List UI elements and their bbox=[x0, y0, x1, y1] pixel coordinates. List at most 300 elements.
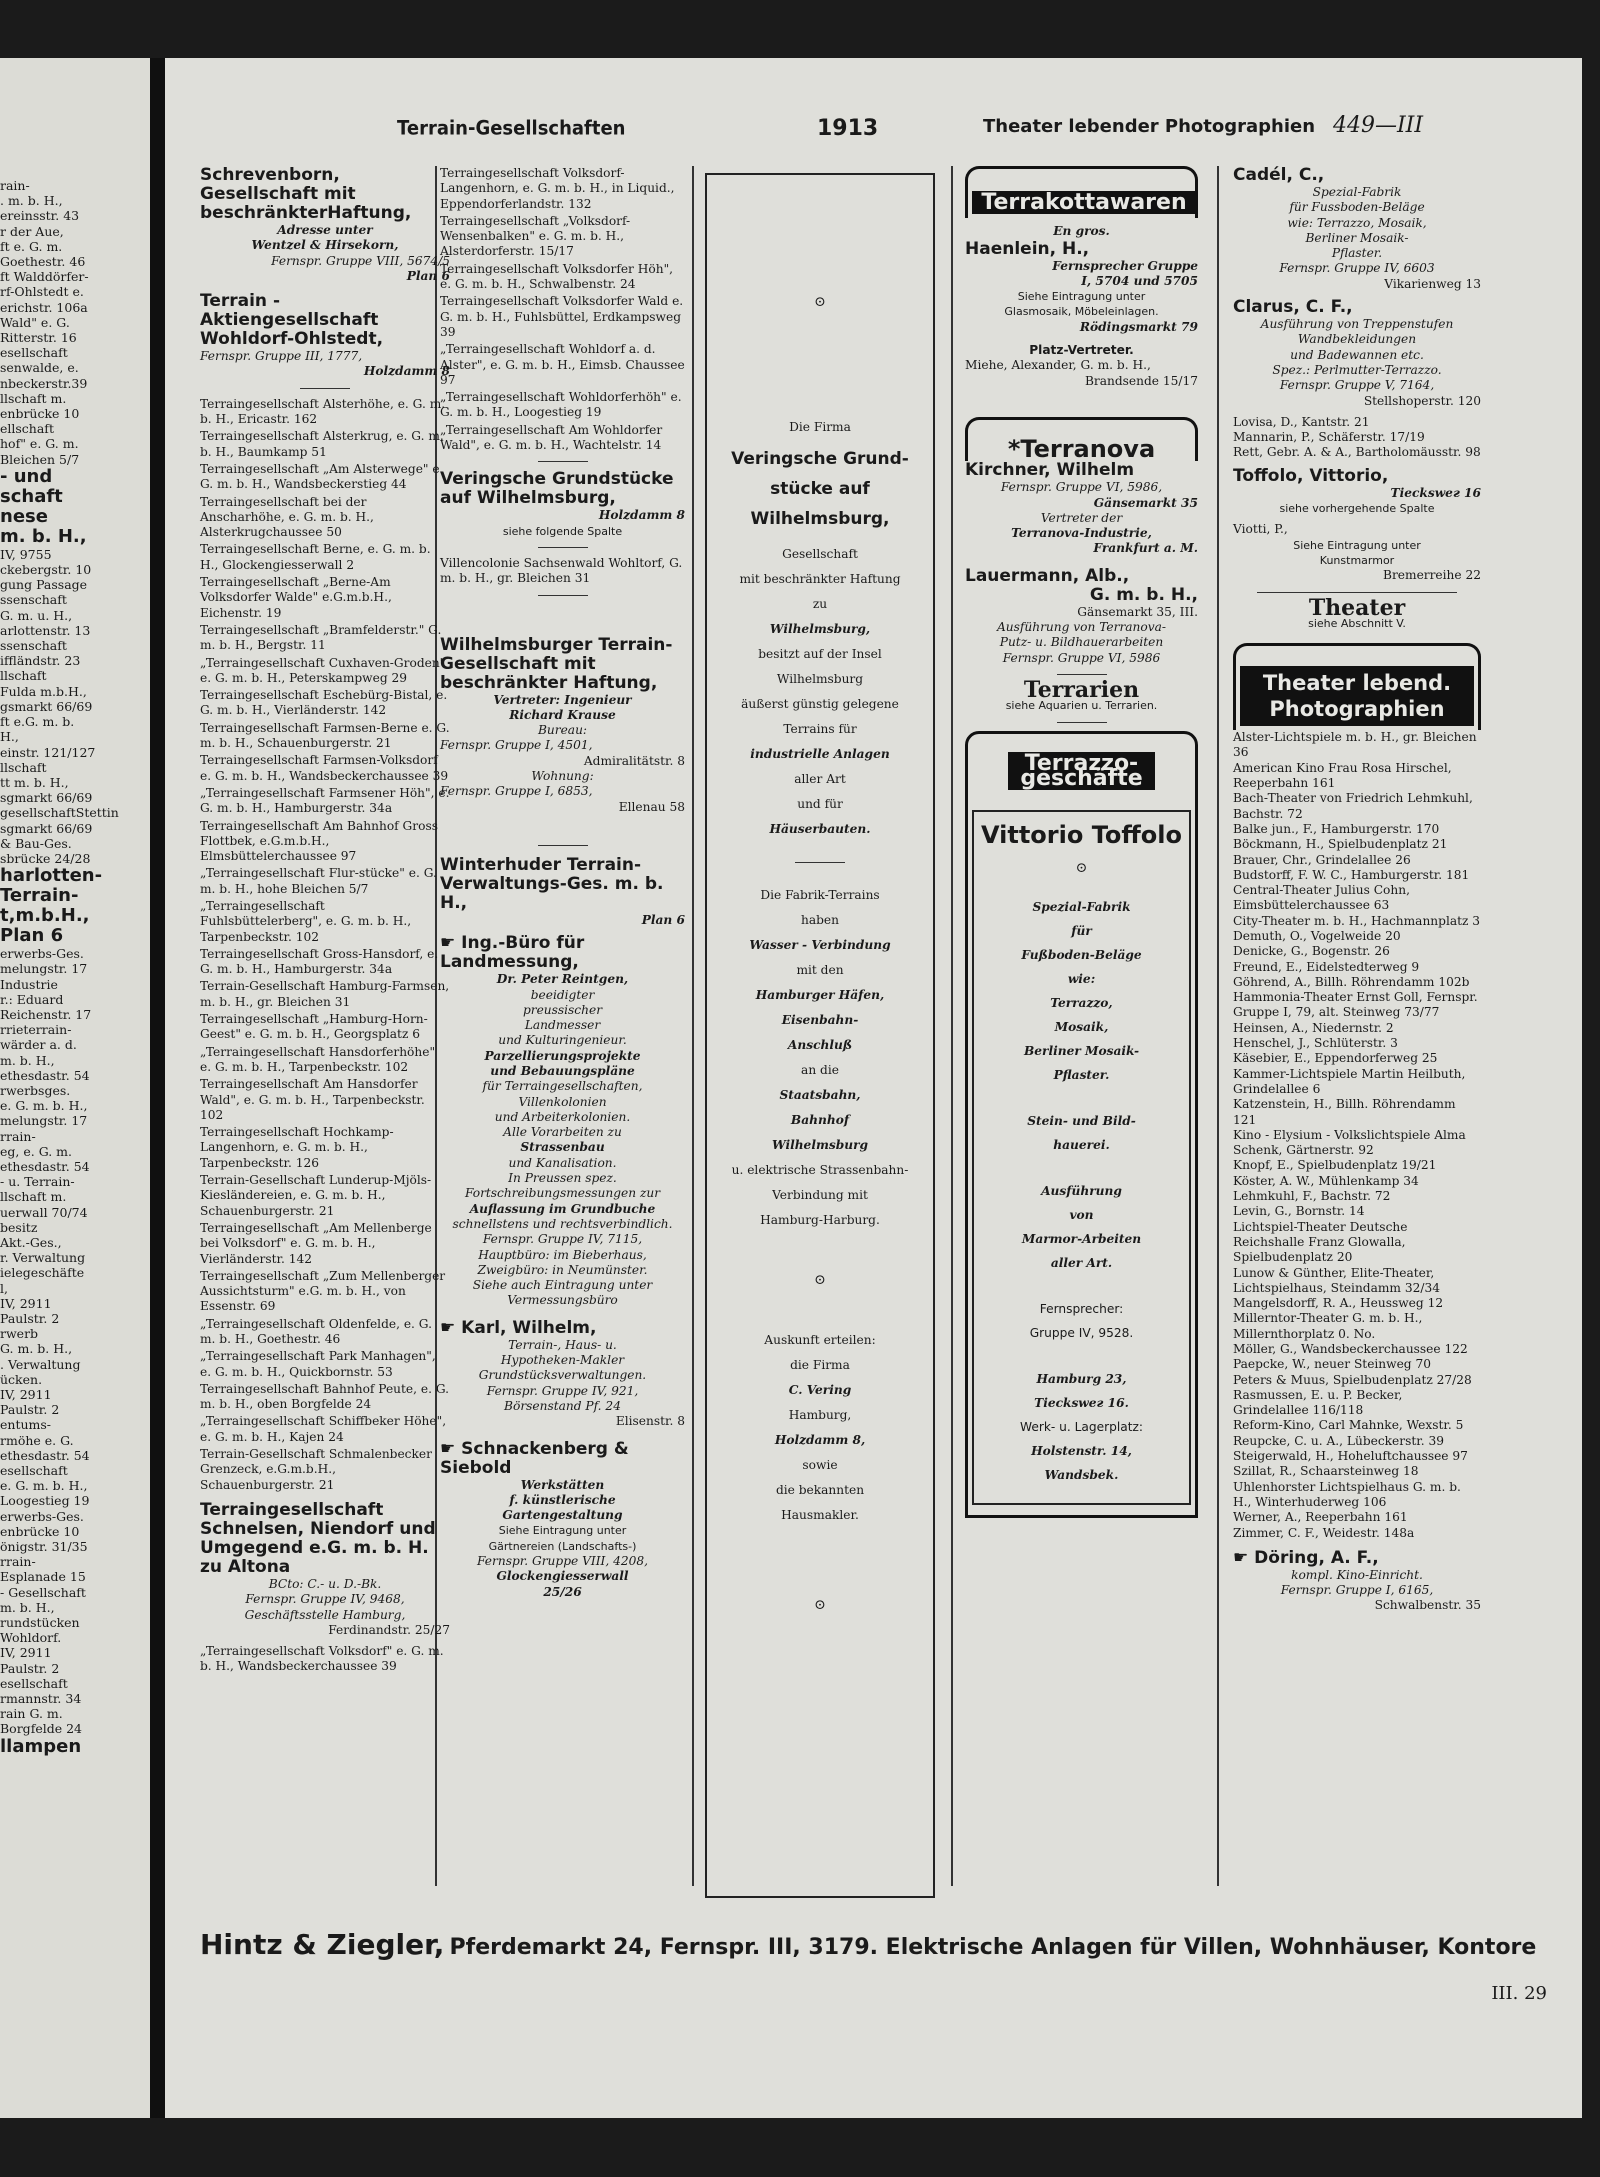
ad-line: hauerei. bbox=[1053, 1137, 1110, 1152]
list-item: Demuth, O., Vogelweide 20 bbox=[1233, 928, 1401, 943]
ad-line: Werk- u. Lagerplatz: bbox=[1019, 1419, 1144, 1434]
ad-text bbox=[707, 883, 933, 1233]
list-item: Kino - Elysium - Volkslichtspiele Alma Schenk, Gärtnerstr. 92 bbox=[1233, 1127, 1466, 1158]
ad-line: Siehe Eintragung unter bbox=[1293, 538, 1421, 552]
text-fragment: senwalde, e. bbox=[0, 360, 79, 376]
text-fragment: Paulstr. 2 bbox=[0, 1402, 60, 1418]
ad-line: Anschluß bbox=[787, 1037, 853, 1052]
ad-line: Grundstücksverwaltungen. bbox=[478, 1368, 647, 1383]
column-rule bbox=[951, 166, 953, 1886]
ad-line: C. Vering bbox=[788, 1382, 852, 1397]
text-fragment: Bleichen 5/7 bbox=[0, 451, 80, 467]
text-fragment: llampen bbox=[0, 1736, 82, 1757]
list-item: Mannarin, P., Schäferstr. 17/19 bbox=[1233, 430, 1425, 445]
text-fragment: llschaft m. bbox=[0, 390, 67, 406]
ad-line: Fernsprecher Gruppe bbox=[1052, 258, 1198, 273]
list-item: Denicke, G., Bogenstr. 26 bbox=[1233, 944, 1390, 959]
pointing-hand-icon: ☛ bbox=[440, 933, 456, 954]
text-fragment: ft e.G. m. b. bbox=[0, 714, 75, 730]
header-section: Terrain-Gesellschaften bbox=[397, 116, 626, 141]
list-item: Knopf, E., Spielbudenplatz 19/21 bbox=[1233, 1158, 1437, 1173]
list-item: Köster, A. W., Mühlenkamp 34 bbox=[1233, 1173, 1419, 1188]
text-fragment: - und bbox=[0, 466, 53, 487]
list-item: „Terraingesellschaft Park Manhagen", e. G. m. b. H., Quickbornstr. 53 bbox=[200, 1349, 436, 1379]
list-item: Alster-Lichtspiele m. b. H., gr. Bleichen 36 bbox=[1233, 730, 1477, 760]
toffolo-ad-box bbox=[972, 810, 1191, 1505]
left-page-fragment bbox=[0, 58, 150, 2118]
text-fragment: Plan 6 bbox=[0, 926, 64, 947]
ad-line: In Preussen spez. bbox=[508, 1171, 617, 1186]
text-fragment: llschaft bbox=[0, 759, 47, 775]
ad-line: Hypotheken-Makler bbox=[500, 1353, 625, 1368]
ad-line: Fernspr. Gruppe IV, 921, bbox=[486, 1383, 639, 1398]
text-fragment: ethesdastr. 54 bbox=[0, 1158, 90, 1174]
text-fragment: ellschaft bbox=[0, 421, 54, 437]
list-item: Terraingesellschaft Farmsen-Volksdorf e. G. m. b. H., Wandsbeckerchaussee 39 bbox=[200, 753, 449, 783]
header-year: 1913 bbox=[817, 116, 879, 141]
list-item: Terraingesellschaft Am Hansdorfer Wald", e. G. m. b. H., Tarpenbeckstr. 102 bbox=[200, 1077, 425, 1122]
list-item: Terrain-Gesellschaft Lunderup-Mjöls-Kiesländereien, e. G. m. b. H., Schauenburgerstr. 21 bbox=[200, 1173, 432, 1218]
column-rule bbox=[692, 166, 694, 1886]
text-fragment: Paulstr. 2 bbox=[0, 1311, 60, 1326]
ad-line: Gartengestaltung bbox=[502, 1508, 623, 1523]
text-fragment: Goethestr. 46 bbox=[0, 254, 86, 270]
ad-line: kompl. Kino-Einricht. bbox=[1291, 1567, 1423, 1582]
ad-line: I, 5704 und 5705 bbox=[1081, 273, 1198, 288]
ad-line: Strassenbau bbox=[520, 1140, 605, 1155]
ad-line: und Bebauungspläne bbox=[490, 1063, 635, 1078]
ad-phone: Fernspr. Gruppe VIII, 5674/5 bbox=[271, 253, 450, 268]
ad-line: Fernspr. Gruppe I, 6853, bbox=[440, 784, 593, 799]
entry-list bbox=[440, 166, 685, 453]
separator bbox=[795, 862, 845, 863]
ad-line: Stellshoperstr. 120 bbox=[1363, 393, 1481, 408]
text-fragment: Ritterstr. 16 bbox=[0, 330, 77, 346]
column-5 bbox=[1233, 166, 1481, 1614]
list-item: Reform-Kino, Carl Mahnke, Wexstr. 5 bbox=[1233, 1418, 1464, 1433]
text-fragment: ft e. G. m. bbox=[0, 238, 63, 254]
text-fragment: melungstr. 17 bbox=[0, 1113, 88, 1129]
ad-line: Ferdinandstr. 25/27 bbox=[328, 1622, 450, 1637]
text-fragment: Wohldorf. bbox=[0, 1630, 62, 1646]
text-fragment: Wald" e. G. bbox=[0, 314, 70, 330]
ad-line: Hauptbüro: im Bieberhaus, bbox=[478, 1247, 647, 1262]
text-fragment: llschaft m. bbox=[0, 1189, 67, 1205]
ad-line: Holstenstr. 14, bbox=[1031, 1443, 1132, 1458]
ad-line: Stein- und Bild- bbox=[1027, 1113, 1136, 1128]
list-item: Freund, E., Eidelstedterweg 9 bbox=[1233, 959, 1420, 974]
ad-line: u. elektrische Strassenbahn- bbox=[731, 1162, 909, 1177]
ad-line: Pflaster. bbox=[1053, 1067, 1110, 1082]
text-fragment: ücken. bbox=[0, 1371, 43, 1387]
circle-ornament-icon: ⊙ bbox=[814, 1271, 826, 1288]
ad-line: Terrain-, Haus- u. bbox=[508, 1337, 617, 1352]
column-1 bbox=[200, 166, 450, 1675]
ad-line: die bekannten bbox=[775, 1482, 865, 1497]
pointing-hand-icon: ☛ bbox=[440, 1317, 456, 1338]
list-item: Terraingesellschaft bei der Anscharhöhe, e. G. m. b. H., Alsterkrugchaussee 50 bbox=[200, 494, 374, 540]
ad-line: Tieckswег 16. bbox=[1034, 1395, 1129, 1410]
ad-line: 25/26 bbox=[543, 1584, 582, 1599]
doring-name: Döring, A. F., bbox=[1254, 1547, 1379, 1568]
terrarien-heading: Terrarien bbox=[1023, 676, 1140, 703]
list-item: „Terraingesellschaft Flur-stücke" e. G. m. b. H., hohe Bleichen 5/7 bbox=[200, 866, 437, 896]
text-fragment: ckebergstr. 10 bbox=[0, 562, 92, 578]
list-item: Terrain-Gesellschaft Schmalenbecker Grenzeck, e.G.m.b.H., Schauenburgerstr. 21 bbox=[200, 1447, 432, 1492]
list-item: Miehe, Alexander, G. m. b. H., bbox=[965, 358, 1151, 373]
text-fragment: e. G. m. b. H., bbox=[0, 1098, 88, 1114]
ad-line: Hamburg 23, bbox=[1036, 1371, 1127, 1386]
ad-line: industrielle Anlagen bbox=[750, 746, 890, 761]
list-item: Werner, A., Reeperbahn 161 bbox=[1233, 1510, 1408, 1525]
text-fragment: ielegeschäfte bbox=[0, 1265, 85, 1281]
text-fragment: rrain- bbox=[0, 1128, 36, 1144]
ad-line: Adresse unter bbox=[277, 223, 373, 237]
text-fragment: ethesdastr. 54 bbox=[0, 1447, 90, 1463]
list-item: Terraingesellschaft Hochkamp-Langenhorn, e. G. m. b. H., Tarpenbeckstr. 126 bbox=[200, 1125, 394, 1170]
list-item: Steigerwald, H., Hoheluftchaussee 97 bbox=[1233, 1449, 1468, 1464]
ad-line: Landmesser bbox=[524, 1018, 601, 1033]
ad-line: Vertreter der bbox=[1040, 510, 1123, 525]
ad-line: siehe vorhergehende Spalte bbox=[1279, 502, 1435, 516]
ad-plan: Plan 6 bbox=[641, 912, 685, 927]
header-title: Theater lebender Photographien bbox=[983, 116, 1316, 137]
list-item: American Kino Frau Rosa Hirschel, Reeperbahn 161 bbox=[1233, 760, 1452, 791]
text-fragment: Reichenstr. 17 bbox=[0, 1006, 92, 1022]
schnackenberg-name: Schnackenberg & Siebold bbox=[440, 1438, 629, 1478]
list-item: Central-Theater Julius Cohn, Eimsbüttelerchaussee 63 bbox=[1233, 883, 1410, 913]
ad-line: Hausmakler. bbox=[781, 1507, 859, 1522]
lauermann-name: Lauermann, Alb., bbox=[965, 565, 1130, 586]
ad-line: Hamburg-Harburg. bbox=[760, 1212, 880, 1227]
bottom-advertisement bbox=[200, 1928, 1560, 1961]
veringsche-note: siehe folgende Spalte bbox=[502, 524, 623, 538]
text-fragment: Industrie bbox=[0, 976, 58, 992]
list-item: Paepcke, W., neuer Steinweg 70 bbox=[1233, 1357, 1431, 1372]
tlp-heading: Theater lebend. Photographien bbox=[1240, 666, 1474, 726]
ad-text bbox=[707, 1328, 933, 1528]
text-fragment: entums- bbox=[0, 1417, 52, 1433]
text-fragment: esellschaft bbox=[0, 1675, 68, 1691]
ad-line: f. künstlerische bbox=[509, 1492, 616, 1507]
text-fragment: rundstücken bbox=[0, 1615, 80, 1631]
circle-ornament-icon: ⊙ bbox=[1075, 860, 1088, 877]
text-fragment: llschaft bbox=[0, 668, 47, 684]
ad-line: Glasmosaik, Möbeleinlagen. bbox=[1004, 305, 1159, 319]
veringsche-ad-box bbox=[705, 173, 935, 1898]
ad-line: Terrazzo, bbox=[1050, 995, 1113, 1010]
text-fragment: t,m.b.H., bbox=[0, 906, 90, 927]
ad-line: Mosaik, bbox=[1054, 1019, 1109, 1034]
ad-line: Fernspr. Gruppe VIII, 4208, bbox=[477, 1554, 648, 1568]
ad-line: und Kanalisation. bbox=[508, 1155, 617, 1170]
ad-line: Bahnhof bbox=[790, 1112, 850, 1127]
ad-line: aller Art bbox=[794, 771, 846, 786]
toffolo-details bbox=[978, 895, 1185, 1487]
text-fragment: . Verwaltung bbox=[0, 1356, 81, 1372]
list-item: Henschel, J., Schlüterstr. 3 bbox=[1233, 1036, 1398, 1051]
text-fragment: rmannstr. 34 bbox=[0, 1691, 82, 1707]
list-item: Zimmer, C. F., Weidestr. 148a bbox=[1233, 1525, 1415, 1540]
ad-line: Bureau: bbox=[537, 723, 588, 738]
ad-line: und für bbox=[797, 796, 843, 811]
ad-line: G. m. b. H., bbox=[1089, 584, 1198, 605]
book-gutter bbox=[150, 58, 165, 2118]
ad-line: sowie bbox=[802, 1457, 838, 1472]
text-fragment: rwerb bbox=[0, 1326, 39, 1342]
ad-line: zu bbox=[812, 596, 828, 611]
text-fragment: m. b. H., bbox=[0, 1599, 55, 1615]
list-item: „Terraingesellschaft Wohldorf a. d. Alster", e. G. m. b. H., Eimsb. Chaussee 97 bbox=[440, 342, 685, 387]
text-fragment: ethesdastr. 54 bbox=[0, 1067, 90, 1083]
list-item: Göhrend, A., Billh. Röhrendamm 102b bbox=[1233, 974, 1470, 989]
text-fragment: rwerbsges. bbox=[0, 1082, 71, 1098]
ad-schrevenborn-name: Schrevenborn, Gesellschaft mit beschränkterHaftung, bbox=[200, 165, 412, 223]
ad-line: Terranova-Industrie, bbox=[1011, 526, 1152, 541]
ad-line: Terrains für bbox=[783, 721, 857, 736]
list-item: Brandsende 15/17 bbox=[1084, 373, 1198, 388]
ad-line: Alle Vorarbeiten zu bbox=[503, 1125, 622, 1140]
text-fragment: G. m. u. H., bbox=[0, 607, 73, 623]
ad-line: Geschäftsstelle Hamburg, bbox=[244, 1607, 406, 1622]
text-fragment: rrieterrain- bbox=[0, 1022, 72, 1038]
ad-line: Staatsbahn, bbox=[779, 1087, 861, 1102]
list-item: Terraingesellschaft Alsterkrug, e. G. m. b. H., Baumkamp 51 bbox=[200, 429, 444, 459]
ad-text bbox=[707, 542, 933, 842]
entry-list bbox=[1233, 415, 1481, 461]
ad-line: Berliner Mosaik- bbox=[1023, 1043, 1140, 1058]
ad-line: besitzt auf der Insel bbox=[758, 646, 882, 661]
text-fragment: - Gesellschaft bbox=[0, 1584, 86, 1600]
text-fragment: rrain- bbox=[0, 1554, 36, 1570]
page bbox=[165, 58, 1582, 2118]
list-item: Reupcke, C. u. A., Lübeckerstr. 39 bbox=[1233, 1433, 1444, 1448]
ad-line: Vertreter: Ingenieur bbox=[493, 692, 632, 707]
veringsche-address: Holzdamm 8 bbox=[598, 508, 685, 523]
kirchner-name: Kirchner, Wilhelm bbox=[965, 460, 1135, 481]
ad-line: Ausführung bbox=[1041, 1183, 1122, 1198]
terranova-frame bbox=[965, 417, 1198, 461]
list-item: Mangelsdorff, R. A., Heussweg 12 bbox=[1233, 1296, 1444, 1311]
list-item: Lichtspiel-Theater Deutsche Reichshalle Franz Glowalla, Spielbudenplatz 20 bbox=[1233, 1219, 1408, 1265]
text-fragment: gsmarkt 66/69 bbox=[0, 698, 93, 714]
circle-ornament-icon: ⊙ bbox=[814, 1596, 826, 1613]
text-fragment: Esplanade 15 bbox=[0, 1569, 86, 1585]
separator bbox=[538, 461, 588, 462]
ad-line: Vermessungsbüro bbox=[507, 1293, 618, 1308]
toffolo-firm: Vittorio Toffolo bbox=[980, 821, 1183, 850]
ad-line: Gänsemarkt 35, III. bbox=[1077, 604, 1198, 619]
list-item: Kammer-Lichtspiele Martin Heilbuth, Grindelallee 6 bbox=[1233, 1066, 1466, 1096]
ad-line: Fußboden-Beläge bbox=[1021, 947, 1142, 962]
text-fragment: Paulstr. 2 bbox=[0, 1660, 60, 1676]
text-fragment: gesellschaftStettin bbox=[0, 805, 119, 821]
list-item: Terraingesellschaft „Volksdorf-Wensenbalken" e. G. m. b. H., Alsterdorferstr. 15/17 bbox=[440, 213, 631, 259]
ad-line: Siehe auch Eintragung unter bbox=[472, 1278, 653, 1293]
list-item: Terraingesellschaft Volksdorfer Höh", e. G. m. b. H., Schwalbenstr. 24 bbox=[440, 261, 674, 292]
ad-line: und Arbeiterkolonien. bbox=[494, 1109, 631, 1124]
text-fragment: erwerbs-Ges. bbox=[0, 946, 84, 962]
ad-line: Die Firma bbox=[789, 420, 851, 435]
ad-line: Putz- u. Bildhauerarbeiten bbox=[999, 635, 1164, 650]
ad-line: Eisenbahn- bbox=[781, 1012, 859, 1027]
footer-page-ref: III. 29 bbox=[1491, 1983, 1547, 2004]
ad-line: von bbox=[1069, 1207, 1094, 1222]
terrazzo-frame bbox=[965, 731, 1198, 1518]
text-fragment: Terrain- bbox=[0, 886, 79, 907]
cadel-name: Cadél, C., bbox=[1233, 165, 1325, 185]
list-item: Terraingesellschaft „Am Mellenberge bei Volksdorf" e. G. m. b. H., Vierländerstr. 142 bbox=[200, 1220, 432, 1266]
column-rule bbox=[1217, 166, 1219, 1886]
hintz-ziegler-name: Hintz & Ziegler, bbox=[200, 1928, 445, 1961]
text-fragment: r der Aue, bbox=[0, 223, 64, 239]
list-item: Terraingesellschaft „Hamburg-Horn-Geest" e. G. m. b. H., Georgsplatz 6 bbox=[200, 1012, 428, 1042]
ad-line: Platz-Vertreter. bbox=[1029, 343, 1134, 358]
ad-line: Spez.: Perlmutter-Terrazzo. bbox=[1272, 362, 1442, 377]
ad-line: für Fussboden-Beläge bbox=[1289, 200, 1425, 215]
list-item: „Terraingesellschaft Cuxhaven-Groden" e. G. m. b. H., Peterskampweg 29 bbox=[200, 655, 446, 685]
list-item: „Terraingesellschaft Am Wohldorfer Wald", e. G. m. b. H., Wachtelstr. 14 bbox=[440, 422, 663, 453]
text-fragment: H., bbox=[0, 729, 19, 745]
ad-firm-name: Veringsche Grund-stücke auf Wilhelmsburg, bbox=[731, 448, 909, 529]
text-fragment: nbeckerstr.39 bbox=[0, 375, 88, 391]
pointing-hand-icon: ☛ bbox=[1233, 1547, 1249, 1568]
text-fragment: IV, 2911 bbox=[0, 1387, 52, 1403]
ad-wohldorf-name: Terrain - Aktiengesellschaft Wohldorf-Ohlstedt, bbox=[200, 291, 384, 350]
haenlein-name: Haenlein, H., bbox=[965, 238, 1090, 259]
text-fragment: schaft bbox=[0, 486, 63, 507]
text-fragment: ft Walddörfer- bbox=[0, 269, 89, 285]
list-item: Terraingesellschaft Gross-Hansdorf, e. G. m. b. H., Hamburgerstr. 34a bbox=[200, 946, 439, 977]
text-fragment: erwerbs-Ges. bbox=[0, 1508, 84, 1524]
ad-line: Die Fabrik-Terrains bbox=[760, 887, 880, 902]
ad-line: aller Art. bbox=[1050, 1255, 1113, 1270]
ad-schnelsen-name: Terraingesellschaft Schnelsen, Niendorf und Umgegend e.G. m. b. H. zu Altona bbox=[200, 1499, 436, 1577]
ad-line: wie: Terrazzo, Mosaik, bbox=[1287, 215, 1427, 230]
terrazzo-heading: Terrazzo-geschäfte bbox=[1008, 752, 1155, 791]
ad-line: Auskunft erteilen: bbox=[764, 1332, 876, 1347]
entry-list bbox=[1233, 730, 1481, 1541]
list-item: Millerntor-Theater G. m. b. H., Millernthorplatz 0. No. bbox=[1233, 1311, 1423, 1341]
ingburo-name: Ing.-Büro für Landmessung, bbox=[440, 933, 585, 973]
ad-line: für Terraingesellschaften, bbox=[482, 1079, 643, 1094]
ad-line: Verbindung mit bbox=[772, 1187, 868, 1202]
list-item: Terrain-Gesellschaft Hamburg-Farmsen, m. b. H., gr. Bleichen 31 bbox=[200, 979, 450, 1009]
ad-line: Schwalbenstr. 35 bbox=[1374, 1598, 1481, 1613]
ad-line: schnellstens und rechtsverbindlich. bbox=[452, 1216, 673, 1231]
ad-address: Holzdamm 8 bbox=[363, 364, 450, 379]
list-item: Terraingesellschaft Farmsen-Berne e. G. m. b. H., Schauenburgerstr. 21 bbox=[200, 720, 450, 751]
ad-line: Gänsemarkt 35 bbox=[1093, 495, 1198, 510]
list-item: Szillat, R., Schaarsteinweg 18 bbox=[1233, 1464, 1419, 1479]
ad-line: Tieckswег 16 bbox=[1390, 485, 1481, 500]
text-fragment: besitz bbox=[0, 1219, 38, 1235]
list-item: Lovisa, D., Kantstr. 21 bbox=[1233, 414, 1370, 429]
ad-line: Hamburg, bbox=[788, 1407, 852, 1422]
tlp-frame bbox=[1233, 643, 1481, 730]
ad-line: Admiralitätstr. 8 bbox=[583, 753, 685, 768]
text-fragment: r. Verwaltung bbox=[0, 1250, 86, 1266]
pointing-hand-icon: ☛ bbox=[440, 1438, 456, 1459]
text-fragment: gung Passage bbox=[0, 577, 88, 593]
ad-line: Fernspr. Gruppe I, 4501, bbox=[440, 738, 593, 753]
text-fragment: einstr. 121/127 bbox=[0, 744, 96, 760]
ad-line: Spezial-Fabrik bbox=[1032, 899, 1131, 914]
list-item: Lehmkuhl, F., Bachstr. 72 bbox=[1233, 1189, 1391, 1204]
text-fragment: wärder a. d. bbox=[0, 1037, 77, 1053]
text-fragment: Borgfelde 24 bbox=[0, 1721, 82, 1737]
ad-line: Wilhelmsburg, bbox=[769, 621, 871, 636]
ad-line: Werkstätten bbox=[520, 1477, 605, 1492]
ad-line: Frankfurt a. M. bbox=[1093, 541, 1198, 556]
text-fragment: e. G. m. b. H., bbox=[0, 1478, 88, 1494]
ad-line: Fernspr. Gruppe IV, 7115, bbox=[482, 1232, 643, 1247]
list-item: Terraingesellschaft Berne, e. G. m. b. H., Glockengiesserwall 2 bbox=[200, 542, 431, 572]
toffolo-name: Toffolo, Vittorio, bbox=[1233, 465, 1389, 486]
list-item: „Terraingesellschaft Hansdorferhöhe" e. G. m. b. H., Tarpenbeckstr. 102 bbox=[200, 1044, 436, 1074]
list-item: Lunow & Günther, Elite-Theater, Lichtspielhaus, Steindamm 32/34 bbox=[1233, 1265, 1440, 1295]
list-item: Terraingesellschaft Am Bahnhof Gross Flottbek, e.G.m.b.H., Elmsbüttelerchaussee 97 bbox=[200, 818, 438, 864]
separator bbox=[1057, 674, 1107, 675]
ad-line: beeidigter bbox=[530, 987, 595, 1002]
ad-line: Zweigbüro: in Neumünster. bbox=[477, 1262, 648, 1277]
ad-line: für bbox=[1071, 923, 1092, 938]
ad-line: Fernspr. Gruppe VI, 5986, bbox=[1000, 480, 1163, 495]
text-fragment: m. b. H., bbox=[0, 526, 87, 547]
ad-line: mit den bbox=[796, 962, 844, 977]
ad-line: Bremerreihe 22 bbox=[1383, 568, 1481, 583]
column-2 bbox=[440, 166, 685, 1600]
left-page-text bbox=[0, 178, 150, 1757]
text-fragment: IV, 9755 bbox=[0, 546, 52, 562]
ad-line: Fernspr. Gruppe VI, 5986 bbox=[1002, 650, 1161, 665]
list-item: Terraingesellschaft Volksdorfer Wald e. G. m. b. H., Fuhlsbüttel, Erdkampsweg 39 bbox=[440, 294, 684, 339]
text-fragment: eg, e. G. m. bbox=[0, 1143, 73, 1159]
text-fragment: ssenschaft bbox=[0, 638, 67, 654]
wilhelmsburger-name: Wilhelmsburger Terrain-Gesellschaft mit beschränkter Haftung, bbox=[440, 634, 673, 693]
ad-line: Gruppe IV, 9528. bbox=[1029, 1325, 1134, 1340]
text-fragment: ereinsstr. 43 bbox=[0, 208, 80, 224]
text-fragment: nese bbox=[0, 506, 48, 527]
text-fragment: hof" e. G. m. bbox=[0, 436, 79, 452]
karl-name: Karl, Wilhelm, bbox=[461, 1317, 597, 1338]
list-item: Rasmussen, E. u. P. Becker, Grindelallee 116/118 bbox=[1233, 1387, 1403, 1418]
ad-line: und Badewannen etc. bbox=[1290, 347, 1424, 362]
list-item: „Terraingesellschaft Fuhlsbüttelerberg", e. G. m. b. H., Tarpenbeckstr. 102 bbox=[200, 898, 412, 944]
list-item: Budstorff, F. W. C., Hamburgerstr. 181 bbox=[1233, 867, 1470, 882]
text-fragment: Akt.-Ges., bbox=[0, 1234, 62, 1250]
separator bbox=[538, 547, 588, 548]
ad-line: mit beschränkter Haftung bbox=[739, 571, 901, 586]
list-item: Terraingesellschaft „Zum Mellenberger Aussichtsturm" e.G. m. b. H., von Essenstr. 69 bbox=[200, 1268, 446, 1314]
terrakotta-frame bbox=[965, 166, 1198, 218]
list-item: Rett, Gebr. A. & A., Bartholomäusstr. 98 bbox=[1233, 445, 1481, 460]
list-item: Levin, G., Bornstr. 14 bbox=[1233, 1204, 1365, 1219]
separator bbox=[1057, 722, 1107, 723]
hintz-ziegler-details: Pferdemarkt 24, Fernspr. III, 3179. Elektrische Anlagen für Villen, Wohnhäuser, Kontore bbox=[449, 1935, 1537, 1960]
list-item: Katzenstein, H., Billh. Röhrendamm 121 bbox=[1233, 1097, 1456, 1127]
ad-line: Villenkolonien bbox=[518, 1094, 607, 1109]
list-item: Balke jun., F., Hamburgerstr. 170 bbox=[1233, 821, 1440, 836]
separator bbox=[538, 845, 588, 846]
ad-line: Ellenau 58 bbox=[618, 799, 685, 814]
ad-line: Dr. Peter Reintgen, bbox=[496, 972, 629, 987]
list-item: Heinsen, A., Niedernstr. 2 bbox=[1233, 1020, 1394, 1035]
text-fragment: sbrücke 24/28 bbox=[0, 850, 91, 866]
list-item: Terraingesellschaft Eschebürg-Bistal, e. G. m. b. H., Vierländerstr. 142 bbox=[200, 688, 448, 718]
ad-line: Wilhelmsburg bbox=[776, 671, 864, 686]
ad-line: wie: bbox=[1067, 971, 1096, 986]
